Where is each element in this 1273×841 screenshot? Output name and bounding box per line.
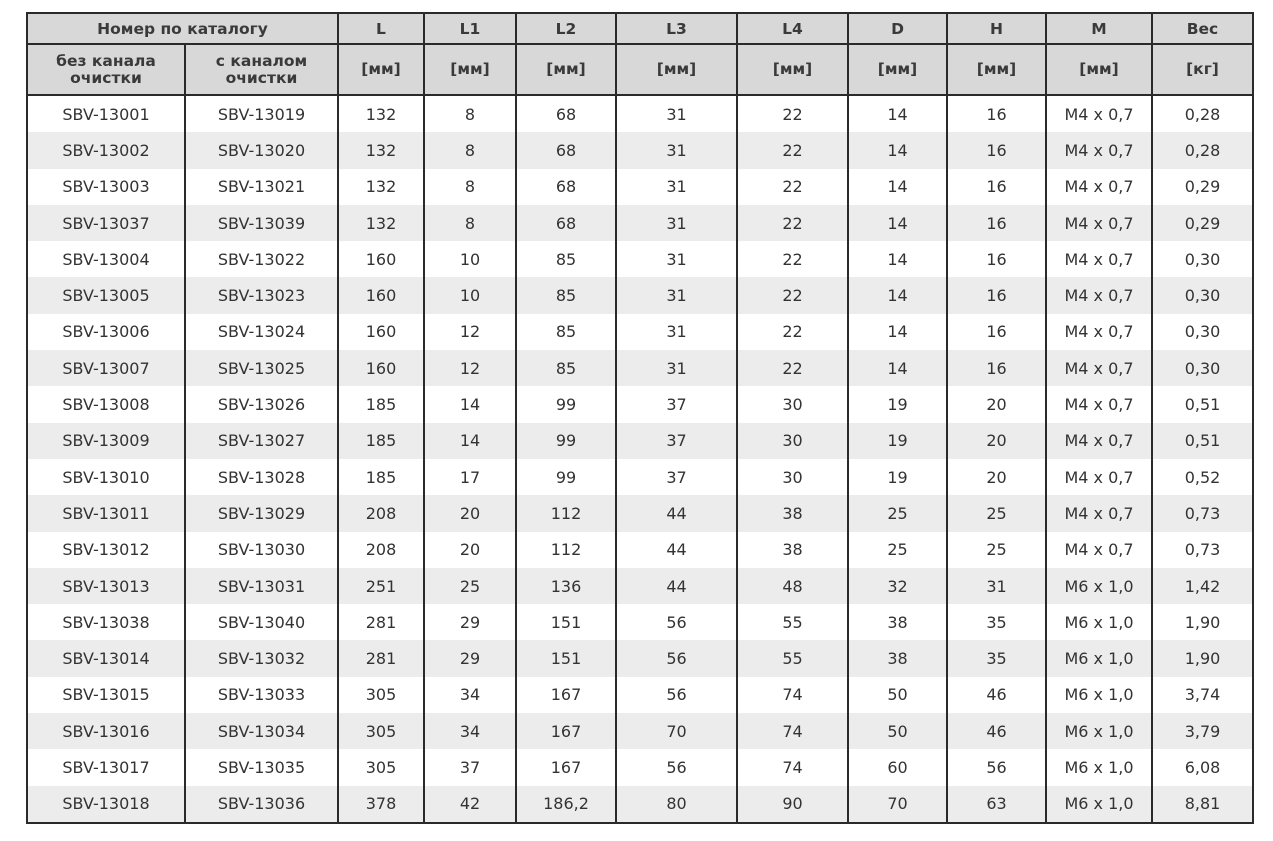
cell-h: 16 <box>947 169 1046 205</box>
cell-l: 208 <box>338 532 424 568</box>
cell-m: M4 x 0,7 <box>1046 95 1152 132</box>
cell-d: 50 <box>848 713 947 749</box>
cell-l1: 8 <box>424 205 516 241</box>
table-row <box>27 95 1253 132</box>
cell-part-with-channel: SBV-13022 <box>185 241 338 277</box>
cell-l1: 20 <box>424 532 516 568</box>
cell-l4: 38 <box>737 495 848 531</box>
cell-l2: 151 <box>516 604 616 640</box>
cell-h: 16 <box>947 205 1046 241</box>
cell-l: 378 <box>338 786 424 823</box>
table-row <box>27 459 1253 495</box>
cell-l: 160 <box>338 277 424 313</box>
cell-d: 19 <box>848 386 947 422</box>
cell-weight: 0,29 <box>1152 169 1253 205</box>
cell-h: 20 <box>947 386 1046 422</box>
catalog-table <box>26 12 1254 824</box>
cell-l: 305 <box>338 749 424 785</box>
cell-l3: 70 <box>616 713 737 749</box>
cell-l2: 85 <box>516 314 616 350</box>
cell-l1: 12 <box>424 314 516 350</box>
cell-weight: 0,52 <box>1152 459 1253 495</box>
cell-l4: 22 <box>737 241 848 277</box>
cell-l2: 112 <box>516 532 616 568</box>
cell-h: 16 <box>947 241 1046 277</box>
header-col-l1: L1 <box>424 13 516 44</box>
cell-d: 14 <box>848 241 947 277</box>
table-row <box>27 677 1253 713</box>
cell-d: 32 <box>848 568 947 604</box>
cell-l2: 85 <box>516 277 616 313</box>
cell-l4: 22 <box>737 314 848 350</box>
cell-weight: 8,81 <box>1152 786 1253 823</box>
cell-l1: 42 <box>424 786 516 823</box>
cell-l2: 99 <box>516 423 616 459</box>
cell-part-with-channel: SBV-13030 <box>185 532 338 568</box>
cell-d: 14 <box>848 205 947 241</box>
cell-part-no-channel: SBV-13011 <box>27 495 185 531</box>
cell-m: M4 x 0,7 <box>1046 314 1152 350</box>
table-row <box>27 532 1253 568</box>
cell-l2: 85 <box>516 350 616 386</box>
cell-l4: 22 <box>737 205 848 241</box>
cell-part-with-channel: SBV-13039 <box>185 205 338 241</box>
header-col-m: M <box>1046 13 1152 44</box>
cell-h: 16 <box>947 95 1046 132</box>
cell-l: 208 <box>338 495 424 531</box>
cell-m: M6 x 1,0 <box>1046 749 1152 785</box>
cell-l3: 80 <box>616 786 737 823</box>
header-with-cleaning-channel: с каналом очистки <box>185 44 338 95</box>
cell-part-no-channel: SBV-13016 <box>27 713 185 749</box>
cell-m: M4 x 0,7 <box>1046 495 1152 531</box>
table-row <box>27 241 1253 277</box>
table-row <box>27 169 1253 205</box>
cell-l1: 12 <box>424 350 516 386</box>
cell-l3: 37 <box>616 459 737 495</box>
cell-l: 305 <box>338 713 424 749</box>
cell-l4: 38 <box>737 532 848 568</box>
cell-d: 25 <box>848 495 947 531</box>
cell-d: 14 <box>848 95 947 132</box>
cell-weight: 1,90 <box>1152 604 1253 640</box>
unit-l: [мм] <box>338 44 424 95</box>
cell-d: 14 <box>848 277 947 313</box>
cell-part-with-channel: SBV-13029 <box>185 495 338 531</box>
cell-l: 281 <box>338 640 424 676</box>
cell-weight: 3,79 <box>1152 713 1253 749</box>
cell-l2: 68 <box>516 95 616 132</box>
cell-h: 16 <box>947 132 1046 168</box>
cell-m: M6 x 1,0 <box>1046 713 1152 749</box>
cell-l2: 167 <box>516 677 616 713</box>
cell-h: 46 <box>947 713 1046 749</box>
cell-m: M4 x 0,7 <box>1046 350 1152 386</box>
cell-l3: 44 <box>616 532 737 568</box>
table-body <box>27 95 1253 823</box>
cell-part-with-channel: SBV-13040 <box>185 604 338 640</box>
unit-d: [мм] <box>848 44 947 95</box>
cell-l2: 68 <box>516 169 616 205</box>
cell-part-with-channel: SBV-13019 <box>185 95 338 132</box>
cell-part-no-channel: SBV-13038 <box>27 604 185 640</box>
cell-l4: 22 <box>737 169 848 205</box>
header-col-h: H <box>947 13 1046 44</box>
cell-l1: 37 <box>424 749 516 785</box>
cell-l: 251 <box>338 568 424 604</box>
cell-h: 35 <box>947 640 1046 676</box>
cell-l3: 31 <box>616 205 737 241</box>
cell-l2: 99 <box>516 386 616 422</box>
cell-l4: 22 <box>737 277 848 313</box>
cell-m: M4 x 0,7 <box>1046 386 1152 422</box>
cell-l2: 167 <box>516 749 616 785</box>
cell-l3: 56 <box>616 677 737 713</box>
cell-part-no-channel: SBV-13017 <box>27 749 185 785</box>
cell-l3: 56 <box>616 604 737 640</box>
header-row-main <box>27 13 1253 44</box>
cell-l2: 85 <box>516 241 616 277</box>
cell-part-with-channel: SBV-13032 <box>185 640 338 676</box>
cell-m: M4 x 0,7 <box>1046 169 1152 205</box>
header-catalog-number: Номер по каталогу <box>27 13 338 44</box>
cell-l: 132 <box>338 132 424 168</box>
cell-h: 46 <box>947 677 1046 713</box>
cell-l4: 90 <box>737 786 848 823</box>
cell-h: 20 <box>947 459 1046 495</box>
cell-m: M6 x 1,0 <box>1046 786 1152 823</box>
cell-m: M4 x 0,7 <box>1046 277 1152 313</box>
cell-l1: 14 <box>424 423 516 459</box>
cell-m: M4 x 0,7 <box>1046 423 1152 459</box>
cell-l1: 10 <box>424 241 516 277</box>
cell-l2: 151 <box>516 640 616 676</box>
cell-d: 60 <box>848 749 947 785</box>
table-row <box>27 640 1253 676</box>
cell-m: M4 x 0,7 <box>1046 532 1152 568</box>
table-row <box>27 350 1253 386</box>
cell-h: 25 <box>947 495 1046 531</box>
cell-weight: 0,28 <box>1152 132 1253 168</box>
cell-l2: 68 <box>516 205 616 241</box>
cell-weight: 0,73 <box>1152 495 1253 531</box>
cell-part-no-channel: SBV-13001 <box>27 95 185 132</box>
cell-weight: 0,30 <box>1152 314 1253 350</box>
cell-l: 185 <box>338 423 424 459</box>
table-row <box>27 132 1253 168</box>
cell-l1: 20 <box>424 495 516 531</box>
cell-l3: 56 <box>616 749 737 785</box>
cell-h: 16 <box>947 350 1046 386</box>
cell-part-with-channel: SBV-13021 <box>185 169 338 205</box>
cell-l3: 31 <box>616 350 737 386</box>
cell-h: 25 <box>947 532 1046 568</box>
cell-part-no-channel: SBV-13002 <box>27 132 185 168</box>
cell-part-no-channel: SBV-13014 <box>27 640 185 676</box>
cell-l4: 55 <box>737 640 848 676</box>
cell-d: 38 <box>848 640 947 676</box>
cell-l3: 31 <box>616 277 737 313</box>
cell-l: 132 <box>338 169 424 205</box>
cell-l1: 10 <box>424 277 516 313</box>
cell-l4: 22 <box>737 350 848 386</box>
cell-h: 20 <box>947 423 1046 459</box>
cell-l4: 55 <box>737 604 848 640</box>
header-col-l3: L3 <box>616 13 737 44</box>
cell-weight: 0,28 <box>1152 95 1253 132</box>
cell-d: 50 <box>848 677 947 713</box>
cell-weight: 6,08 <box>1152 749 1253 785</box>
cell-part-with-channel: SBV-13031 <box>185 568 338 604</box>
cell-part-with-channel: SBV-13023 <box>185 277 338 313</box>
cell-d: 38 <box>848 604 947 640</box>
cell-h: 63 <box>947 786 1046 823</box>
cell-l3: 44 <box>616 568 737 604</box>
cell-l2: 99 <box>516 459 616 495</box>
cell-part-with-channel: SBV-13033 <box>185 677 338 713</box>
table-row <box>27 568 1253 604</box>
cell-part-with-channel: SBV-13035 <box>185 749 338 785</box>
header-col-l: L <box>338 13 424 44</box>
unit-weight: [кг] <box>1152 44 1253 95</box>
cell-weight: 0,29 <box>1152 205 1253 241</box>
cell-part-with-channel: SBV-13036 <box>185 786 338 823</box>
cell-part-with-channel: SBV-13034 <box>185 713 338 749</box>
unit-l1: [мм] <box>424 44 516 95</box>
unit-l4: [мм] <box>737 44 848 95</box>
cell-part-with-channel: SBV-13024 <box>185 314 338 350</box>
cell-l4: 30 <box>737 386 848 422</box>
cell-part-no-channel: SBV-13037 <box>27 205 185 241</box>
table-row <box>27 786 1253 823</box>
cell-d: 14 <box>848 350 947 386</box>
cell-part-no-channel: SBV-13005 <box>27 277 185 313</box>
header-without-cleaning-channel: без канала очистки <box>27 44 185 95</box>
cell-part-no-channel: SBV-13013 <box>27 568 185 604</box>
cell-l4: 30 <box>737 423 848 459</box>
cell-l2: 112 <box>516 495 616 531</box>
cell-l4: 48 <box>737 568 848 604</box>
table-row <box>27 749 1253 785</box>
cell-part-no-channel: SBV-13018 <box>27 786 185 823</box>
cell-part-with-channel: SBV-13027 <box>185 423 338 459</box>
cell-l3: 37 <box>616 386 737 422</box>
cell-l1: 17 <box>424 459 516 495</box>
cell-h: 31 <box>947 568 1046 604</box>
cell-l: 132 <box>338 95 424 132</box>
cell-part-no-channel: SBV-13010 <box>27 459 185 495</box>
cell-l3: 31 <box>616 314 737 350</box>
cell-h: 16 <box>947 277 1046 313</box>
cell-l3: 37 <box>616 423 737 459</box>
cell-l3: 31 <box>616 132 737 168</box>
table-row <box>27 386 1253 422</box>
cell-d: 19 <box>848 423 947 459</box>
header-col-l4: L4 <box>737 13 848 44</box>
table-row <box>27 495 1253 531</box>
cell-l3: 31 <box>616 95 737 132</box>
cell-l: 132 <box>338 205 424 241</box>
cell-l1: 8 <box>424 95 516 132</box>
cell-l3: 56 <box>616 640 737 676</box>
cell-m: M4 x 0,7 <box>1046 241 1152 277</box>
table-row <box>27 604 1253 640</box>
unit-l3: [мм] <box>616 44 737 95</box>
cell-m: M4 x 0,7 <box>1046 459 1152 495</box>
table-row <box>27 423 1253 459</box>
cell-l4: 74 <box>737 677 848 713</box>
cell-h: 16 <box>947 314 1046 350</box>
cell-l4: 22 <box>737 132 848 168</box>
header-col-weight: Вес <box>1152 13 1253 44</box>
cell-weight: 1,90 <box>1152 640 1253 676</box>
cell-part-with-channel: SBV-13020 <box>185 132 338 168</box>
cell-l1: 8 <box>424 169 516 205</box>
cell-l: 281 <box>338 604 424 640</box>
cell-l2: 186,2 <box>516 786 616 823</box>
unit-m: [мм] <box>1046 44 1152 95</box>
cell-d: 14 <box>848 169 947 205</box>
cell-m: M4 x 0,7 <box>1046 205 1152 241</box>
cell-l3: 31 <box>616 241 737 277</box>
cell-m: M4 x 0,7 <box>1046 132 1152 168</box>
cell-l: 160 <box>338 350 424 386</box>
cell-l: 185 <box>338 459 424 495</box>
cell-part-no-channel: SBV-13007 <box>27 350 185 386</box>
cell-l2: 167 <box>516 713 616 749</box>
cell-weight: 0,30 <box>1152 241 1253 277</box>
cell-m: M6 x 1,0 <box>1046 640 1152 676</box>
cell-l2: 68 <box>516 132 616 168</box>
cell-part-with-channel: SBV-13025 <box>185 350 338 386</box>
unit-h: [мм] <box>947 44 1046 95</box>
cell-l1: 29 <box>424 604 516 640</box>
table-row <box>27 277 1253 313</box>
header-col-d: D <box>848 13 947 44</box>
cell-weight: 0,30 <box>1152 350 1253 386</box>
cell-weight: 0,51 <box>1152 423 1253 459</box>
cell-m: M6 x 1,0 <box>1046 677 1152 713</box>
cell-part-with-channel: SBV-13028 <box>185 459 338 495</box>
cell-l1: 34 <box>424 677 516 713</box>
unit-l2: [мм] <box>516 44 616 95</box>
cell-part-no-channel: SBV-13004 <box>27 241 185 277</box>
cell-h: 56 <box>947 749 1046 785</box>
cell-l4: 30 <box>737 459 848 495</box>
cell-weight: 0,51 <box>1152 386 1253 422</box>
cell-l1: 34 <box>424 713 516 749</box>
cell-d: 14 <box>848 132 947 168</box>
cell-m: M6 x 1,0 <box>1046 604 1152 640</box>
cell-weight: 3,74 <box>1152 677 1253 713</box>
cell-d: 14 <box>848 314 947 350</box>
cell-part-no-channel: SBV-13012 <box>27 532 185 568</box>
cell-l: 305 <box>338 677 424 713</box>
cell-h: 35 <box>947 604 1046 640</box>
table-row <box>27 314 1253 350</box>
table-row <box>27 205 1253 241</box>
cell-part-no-channel: SBV-13003 <box>27 169 185 205</box>
cell-l: 160 <box>338 241 424 277</box>
cell-d: 19 <box>848 459 947 495</box>
cell-l1: 25 <box>424 568 516 604</box>
cell-d: 25 <box>848 532 947 568</box>
header-row-units <box>27 44 1253 95</box>
cell-weight: 1,42 <box>1152 568 1253 604</box>
cell-part-no-channel: SBV-13006 <box>27 314 185 350</box>
cell-part-no-channel: SBV-13009 <box>27 423 185 459</box>
cell-l1: 29 <box>424 640 516 676</box>
cell-l: 185 <box>338 386 424 422</box>
cell-l: 160 <box>338 314 424 350</box>
cell-l3: 44 <box>616 495 737 531</box>
cell-l4: 74 <box>737 749 848 785</box>
cell-l1: 14 <box>424 386 516 422</box>
cell-l4: 74 <box>737 713 848 749</box>
table-row <box>27 713 1253 749</box>
cell-weight: 0,73 <box>1152 532 1253 568</box>
cell-l2: 136 <box>516 568 616 604</box>
cell-m: M6 x 1,0 <box>1046 568 1152 604</box>
cell-l4: 22 <box>737 95 848 132</box>
cell-part-no-channel: SBV-13015 <box>27 677 185 713</box>
cell-l1: 8 <box>424 132 516 168</box>
cell-part-with-channel: SBV-13026 <box>185 386 338 422</box>
cell-weight: 0,30 <box>1152 277 1253 313</box>
cell-l3: 31 <box>616 169 737 205</box>
cell-d: 70 <box>848 786 947 823</box>
cell-part-no-channel: SBV-13008 <box>27 386 185 422</box>
header-col-l2: L2 <box>516 13 616 44</box>
